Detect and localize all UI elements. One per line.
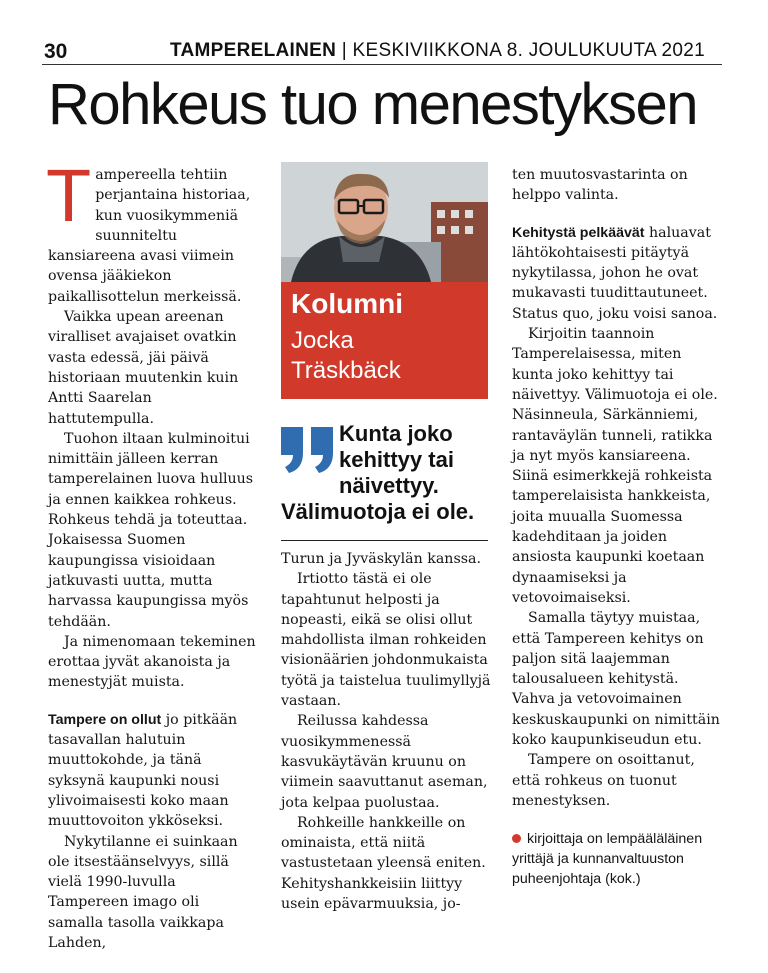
issue-date: KESKIVIIKKONA 8. JOULUKUUTA 2021	[352, 40, 705, 61]
paragraph: Reilussa kahdessa vuosikymmenessä kasvukäytävän kruunu on viimein saavuttanut aseman, jota kelpaa puolustaa.	[281, 713, 488, 811]
masthead-separator: |	[341, 40, 347, 61]
page-header	[34, 34, 734, 68]
paragraph: Ja nimenomaan tekeminen erottaa jyvät akanoista ja menestyjät muista.	[48, 633, 256, 691]
author-photo	[281, 162, 488, 282]
paragraph: Tampere on ollut jo pitkään tasavallan halutuin muuttokohde, ja tänä syksynä kaupunki nousi ylivoimaisesti koko maan muuttovoiton ykköseksi.	[48, 711, 238, 830]
paragraph: Tuohon iltaan kulminoitui nimittäin jälleen kerran tamperelainen luova hulluus ja ennen kaikkea rohkeus. Rohkeus tehdä ja toteuttaa. Jokaisessa Suomen kaupungissa visioidaan jatkuvasti uutta, mutta harvassa kaupungissa myös tehdään.	[48, 430, 254, 630]
paragraph: Samalla täytyy muistaa, että Tampereen kehitys on paljon sitä laajemman talousalueen kehitystä. Vahva ja vetovoimainen keskuskaupunki on nimittäin koko kaupunkiseudun etu.	[512, 610, 720, 749]
column-label-box	[281, 282, 488, 399]
paragraph: Tampere on osoittanut, että rohkeus on tuonut menestyksen.	[512, 752, 695, 809]
header-divider	[42, 64, 722, 65]
paragraph: Kirjoitin taannoin Tamperelaisessa, miten kunta joko kehittyy tai näivettyy. Välimuotoja ei ole. Näsinneula, Särkänniemi, rantaväylän tunneli, ratikka ja nyt myös kansiareena. Siinä esimerkkejä rohkeista tamperelaisista hankkeista, joita muualla Suomessa kadehditaan ja joiden ansiosta kaupunki koetaan dynaamiseksi ja vetovoimaiseksi.	[512, 326, 718, 606]
paper-name: TAMPERELAINEN	[170, 40, 337, 61]
column-label: Kolumni	[291, 288, 403, 319]
pull-quote-text: Kunta joko kehittyy tai näivettyy. Välimuotoja ei ole.	[281, 421, 475, 524]
pull-quote-divider	[281, 540, 488, 541]
paragraph: Vaikka upean areenan viralliset avajaiset ovatkin vasta edessä, jäi päivä historiaan muutenkin kuin Antti Saarelan hattutempulla.	[48, 309, 239, 427]
paragraph: Nykytilanne ei suinkaan ole itsestäänselvyys, sillä vielä 1990-luvulla Tampereen imago oli samalla tasolla vaikkapa Lahden,	[48, 833, 238, 951]
masthead	[170, 40, 705, 62]
paragraph: ampereella tehtiin perjantaina historiaa, kun vuosikymmeniä suunniteltu kansiareena avasi viimein ovensa jääkiekon paikallisottelun merkeissä.	[48, 167, 251, 305]
run-in-lead: Tampere on ollut	[48, 711, 162, 728]
author-signature: kirjoittaja on lempääläläinen yrittäjä ja kunnanvaltuuston puheenjohtaja (kok.)	[512, 831, 703, 888]
pull-quote	[281, 421, 491, 525]
headline: Rohkeus tuo menestyksen	[48, 72, 697, 137]
paragraph: ten muutosvastarinta on helppo valinta.	[512, 167, 688, 204]
run-in-lead: Kehitystä pelkäävät	[512, 224, 645, 241]
bullet-dot-icon	[512, 834, 521, 843]
article-column-3	[512, 165, 726, 889]
page-number: 30	[44, 40, 68, 63]
drop-cap: T	[46, 154, 92, 237]
article-column-2	[281, 549, 491, 914]
quote-mark-icon	[279, 423, 337, 475]
paragraph: Turun ja Jyväskylän kanssa.	[281, 551, 481, 567]
article-column-1	[46, 154, 258, 953]
portrait-image	[281, 162, 488, 282]
paragraph: Rohkeille hankkeille on ominaista, että niitä vastustetaan yleensä eniten. Kehityshankkeisiin liittyy usein epävarmuuksia, jo-	[281, 814, 486, 913]
author-name: Jocka Träskbäck	[291, 327, 401, 384]
paragraph: Kehitystä pelkäävät haluavat lähtökohtaisesti pitäytyä nykytilassa, johon he ovat mukavasti tuudittautuneet. Status quo, joku voisi sanoa.	[512, 224, 718, 322]
paragraph: Irtiotto tästä ei ole tapahtunut helposti ja nopeasti, eikä se olisi ollut mahdollista ilman rohkeiden visionäärien johdonmukaista työtä ja taistelua tuulimyllyjä vastaan.	[281, 571, 491, 710]
